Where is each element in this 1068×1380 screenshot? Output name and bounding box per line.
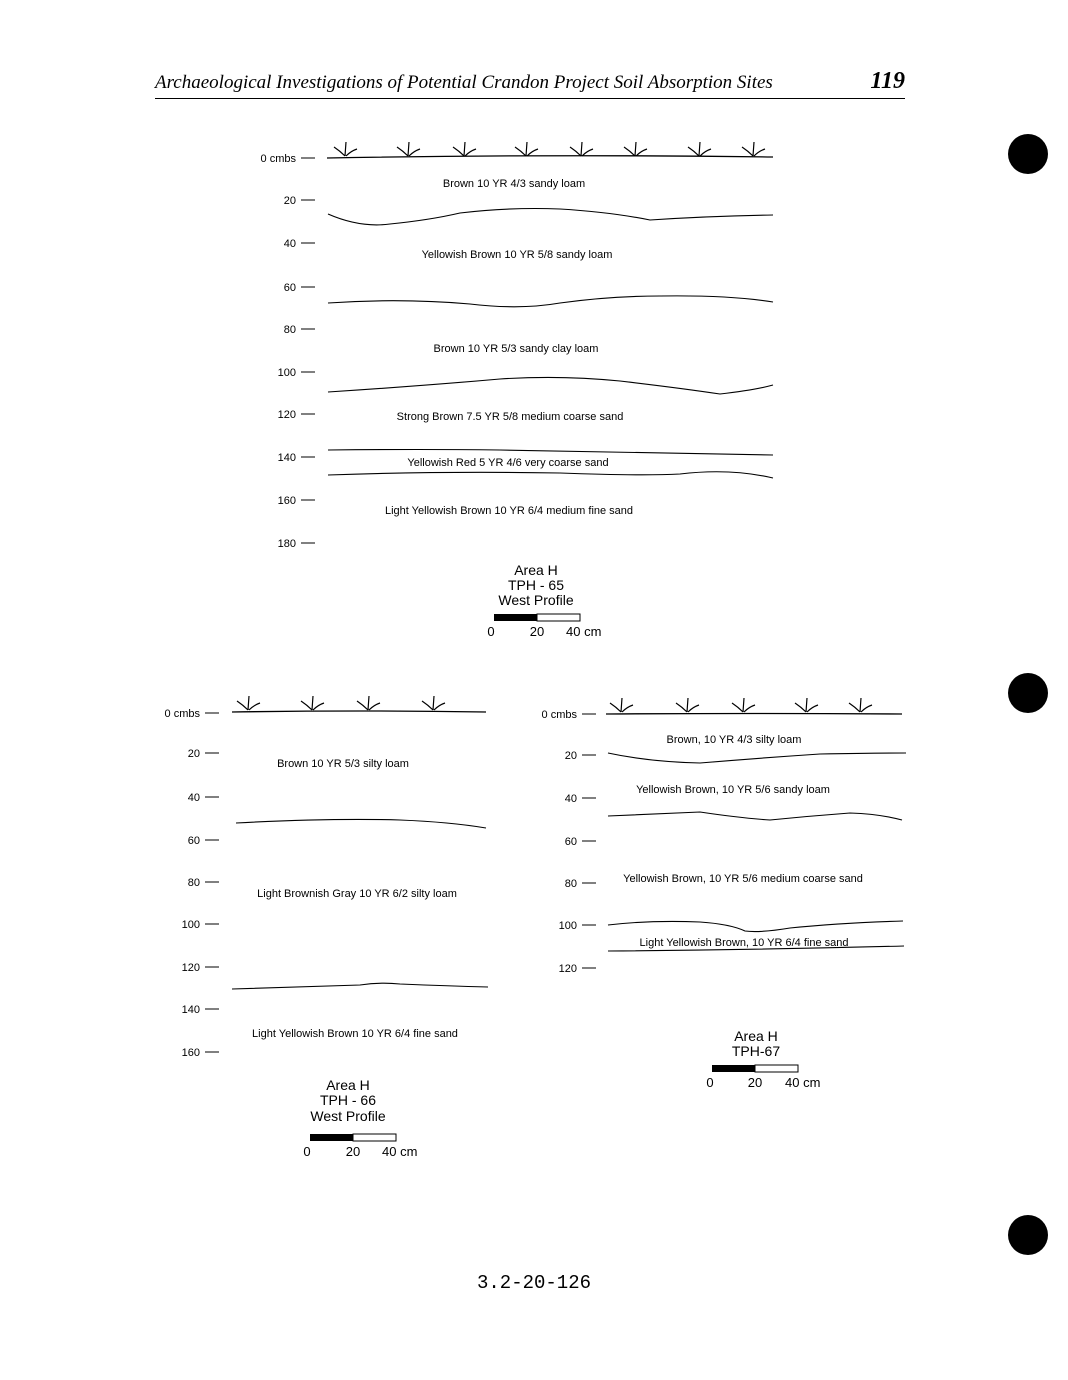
horizon-boundary	[328, 472, 773, 478]
scale-label: 40 cm	[382, 1144, 418, 1159]
document-code: 3.2-20-126	[476, 1272, 592, 1294]
depth-label: 160	[277, 495, 296, 507]
depth-label: 0 cmbs	[541, 709, 577, 721]
horizon-label: Strong Brown 7.5 YR 5/8 medium coarse sand	[396, 411, 624, 423]
depth-label: 40	[187, 792, 200, 804]
depth-scale	[165, 708, 219, 1059]
depth-label: 100	[181, 919, 200, 931]
running-title: Archaeological Investigations of Potential Crandon Project Soil Absorption Sites	[155, 72, 773, 93]
ground-surface-line	[232, 711, 486, 712]
horizon-label: Light Yellowish Brown 10 YR 6/4 fine sand	[252, 1028, 458, 1040]
horizon-boundary	[608, 812, 902, 820]
horizon-label: Brown 10 YR 5/3 silty loam	[277, 758, 409, 770]
depth-label: 60	[187, 835, 200, 847]
profile-caption	[732, 1028, 780, 1059]
depth-label: 20	[283, 195, 296, 207]
grass-icon	[453, 142, 476, 156]
scale-label: 40 cm	[785, 1075, 821, 1090]
depth-scale	[261, 153, 315, 550]
horizon-label: Brown 10 YR 5/3 sandy clay loam	[433, 343, 599, 355]
depth-scale	[542, 709, 596, 975]
depth-label: 140	[277, 452, 296, 464]
horizon-label: Brown 10 YR 4/3 sandy loam	[442, 178, 586, 190]
depth-label: 40	[283, 238, 296, 250]
scale-label: 0	[487, 624, 495, 639]
depth-label: 160	[181, 1047, 200, 1059]
horizon-label: Light Yellowish Brown 10 YR 6/4 medium fine sand	[384, 505, 634, 517]
ground-surface-line	[606, 714, 902, 715]
depth-label: 80	[187, 877, 200, 889]
horizon-boundary	[328, 209, 773, 225]
grass-icon	[676, 698, 699, 712]
depth-label: 180	[277, 538, 296, 550]
horizon-boundary	[328, 450, 773, 456]
grass-icon	[732, 698, 755, 712]
horizon-label: Light Brownish Gray 10 YR 6/2 silty loam	[257, 888, 457, 900]
caption-pit: TPH - 66	[319, 1092, 377, 1108]
grass-icon	[795, 698, 818, 712]
depth-label: 0 cmbs	[164, 708, 200, 720]
scale-label: 0	[303, 1144, 311, 1159]
grass-icon	[742, 142, 765, 156]
depth-label: 100	[277, 367, 296, 379]
horizon-label: Yellowish Brown, 10 YR 5/6 medium coarse sand	[623, 873, 863, 885]
vegetation-symbols	[334, 142, 765, 156]
depth-label: 0 cmbs	[260, 153, 296, 165]
horizon-labels	[623, 734, 863, 949]
depth-label: 120	[181, 962, 200, 974]
horizon-label: Brown, 10 YR 4/3 silty loam	[666, 734, 802, 746]
depth-label: 80	[564, 878, 577, 890]
grass-icon	[688, 142, 711, 156]
horizon-boundaries	[232, 819, 488, 989]
horizon-boundary	[608, 753, 906, 763]
horizon-boundary	[236, 819, 486, 828]
scale-bar	[303, 1134, 417, 1159]
horizon-boundary	[328, 296, 773, 307]
horizon-labels	[252, 758, 458, 1040]
vegetation-symbols	[610, 698, 872, 712]
grass-icon	[624, 142, 647, 156]
depth-label: 20	[564, 750, 577, 762]
vegetation-symbols	[237, 696, 445, 710]
depth-label: 140	[181, 1004, 200, 1016]
caption-wall: West Profile	[310, 1108, 386, 1124]
horizon-label: Yellowish Brown, 10 YR 5/6 sandy loam	[636, 784, 830, 796]
grass-icon	[849, 698, 872, 712]
caption-pit: TPH-67	[731, 1043, 781, 1059]
grass-icon	[357, 696, 380, 710]
depth-label: 120	[558, 963, 577, 975]
scale-label: 40 cm	[566, 624, 602, 639]
caption-area: Area H	[734, 1028, 778, 1044]
depth-label: 100	[558, 920, 577, 932]
grass-icon	[397, 142, 420, 156]
horizon-boundary	[328, 377, 773, 394]
grass-icon	[570, 142, 593, 156]
page-number: 119	[870, 68, 905, 94]
caption-wall: West Profile	[498, 592, 574, 608]
profile-tph65	[261, 142, 773, 639]
grass-icon	[422, 696, 445, 710]
profile-tph67	[542, 698, 906, 1090]
depth-label: 60	[283, 282, 296, 294]
profile-caption	[498, 562, 573, 608]
grass-icon	[301, 696, 324, 710]
scale-bar	[487, 614, 601, 639]
depth-label: 80	[283, 324, 296, 336]
scale-label: 20	[345, 1144, 361, 1159]
horizon-boundary	[608, 921, 903, 932]
caption-pit: TPH - 65	[507, 577, 565, 593]
grass-icon	[610, 698, 633, 712]
grass-icon	[515, 142, 538, 156]
caption-area: Area H	[514, 562, 558, 578]
scale-label: 20	[529, 624, 545, 639]
horizon-label: Yellowish Brown 10 YR 5/8 sandy loam	[421, 249, 613, 261]
scale-label: 0	[706, 1075, 714, 1090]
scale-bar	[706, 1065, 820, 1090]
grass-icon	[334, 142, 357, 156]
scale-label: 20	[747, 1075, 763, 1090]
depth-label: 40	[564, 793, 577, 805]
profile-tph66	[165, 696, 488, 1159]
depth-label: 120	[277, 409, 296, 421]
caption-area: Area H	[326, 1077, 370, 1093]
horizon-label: Yellowish Red 5 YR 4/6 very coarse sand	[407, 457, 609, 469]
horizon-boundary	[232, 983, 488, 989]
ground-surface-line	[327, 156, 773, 158]
depth-label: 20	[187, 748, 200, 760]
horizon-label: Light Yellowish Brown, 10 YR 6/4 fine sand	[639, 937, 849, 949]
horizon-boundaries	[608, 753, 906, 951]
profile-caption	[310, 1077, 385, 1124]
horizon-labels	[385, 178, 633, 517]
grass-icon	[237, 696, 260, 710]
depth-label: 60	[564, 836, 577, 848]
